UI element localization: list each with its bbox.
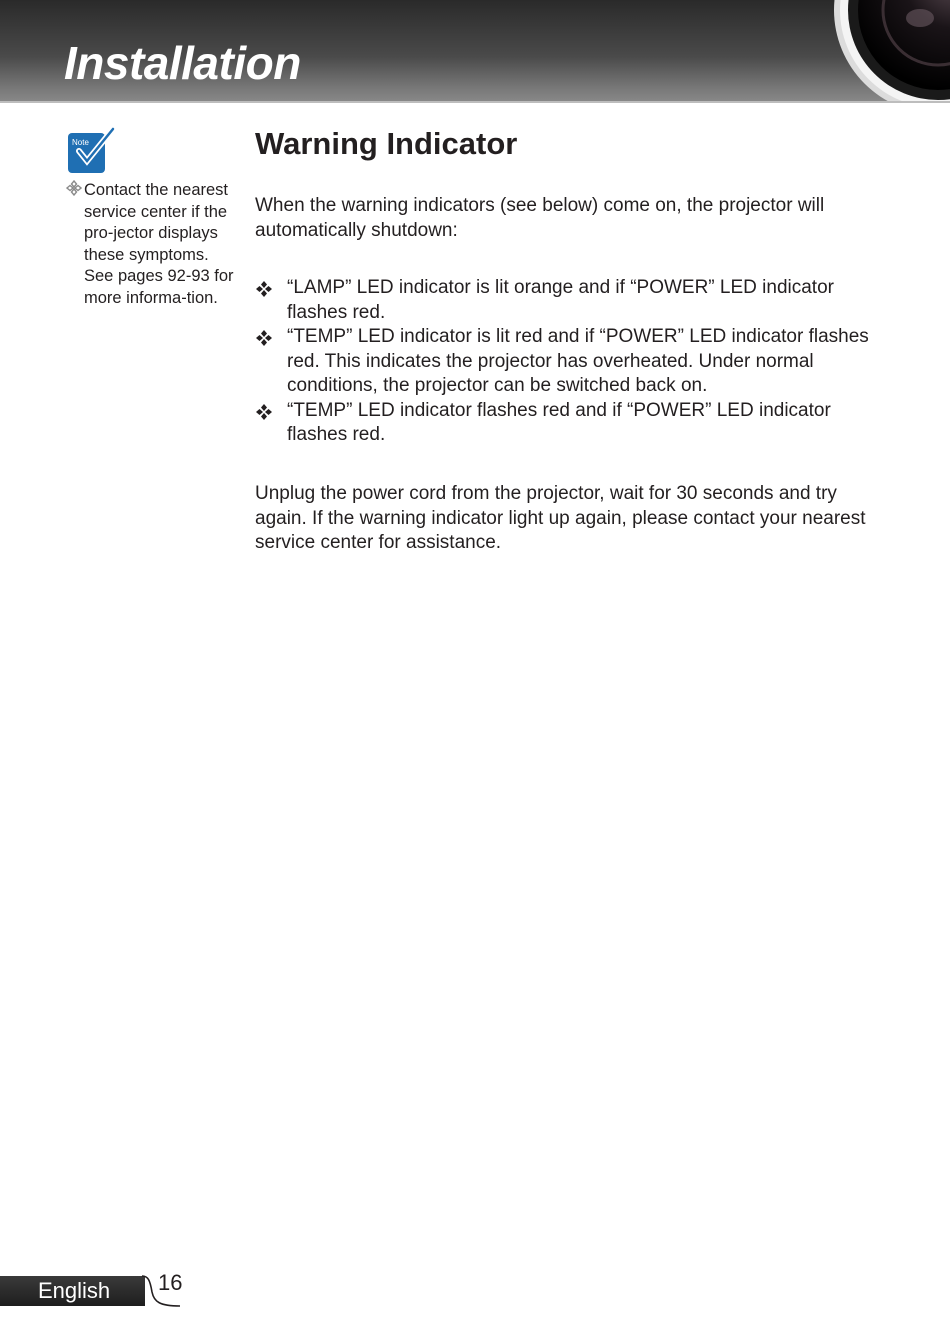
header-divider [0,101,950,103]
footer-language: English [38,1278,111,1303]
main-content [255,122,895,166]
page-header [0,0,950,103]
list-item [255,325,895,399]
page-number: 16 [158,1270,183,1295]
list-item [255,399,895,448]
intro-paragraph: When the warning indicators (see below) come on, the projector will automatically shutdown: [255,195,825,241]
diamond-bullet-icon [256,330,272,346]
warning-list [255,276,895,448]
note-text: Contact the nearest service center if the pro-jector displays these symptoms. See pages 92-93 for more informa-tion. [84,181,234,307]
list-item [255,276,895,325]
list-item-text: “TEMP” LED indicator flashes red and if “POWER” LED indicator flashes red. [287,399,831,445]
note-icon-label: Note [72,138,89,147]
diamond-bullet-icon [256,281,272,297]
list-item-text: “LAMP” LED indicator is lit orange and if “POWER” LED indicator flashes red. [287,277,834,323]
diamond-bullet-icon [66,180,82,196]
diamond-bullet-icon [256,404,272,420]
note-icon [67,127,115,175]
projector-lens-graphic [810,0,950,103]
list-item-text: “TEMP” LED indicator is lit red and if “POWER” LED indicator flashes red. This indicates the projector has overheated. Under normal conditions, the projector can be switched back on. [287,326,869,396]
chapter-title: Installation [64,37,301,89]
closing-paragraph: Unplug the power cord from the projector, wait for 30 seconds and try again. If the warning indicator light up again, please contact your nearest service center for assistance. [255,483,866,553]
sidebar-note [66,180,236,310]
section-heading: Warning Indicator [255,126,518,161]
